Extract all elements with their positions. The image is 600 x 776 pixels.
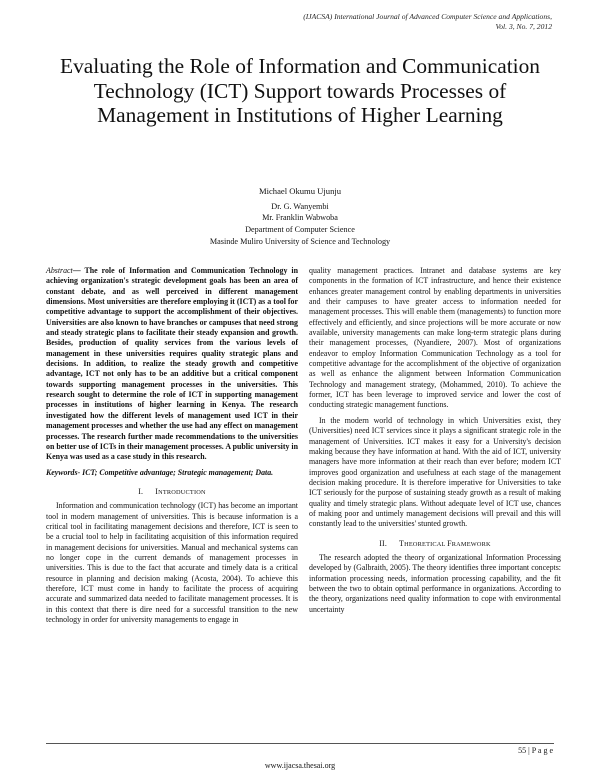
journal-volume: Vol. 3, No. 7, 2012 — [495, 21, 552, 31]
abstract — [46, 266, 298, 463]
paragraph-modern-world: In the modern world of technology in which Universities exist, they (Universities) need ICT services since it plays a significant strategic role in the management of Universities. ICT makes it easy for a University's decision making because they have information at hand. With the aid of ICT, university managers have more information at their reach than ever before; modern ICT improves good organization and usefulness at each stage of the management decision making procedure. It is therefore imperative for Universities to take ICT seriously for the purpose of sustaining steady growth as a result of making quality and timely strategic plans. Without adequate level of ICT use, chances of making poor and untimely management decisions will prevail and this will constantly lead to the universities' stunted growth. — [309, 415, 561, 529]
section-rest-2: RAMEWORK — [451, 540, 491, 548]
footer-divider — [46, 743, 554, 744]
co-author-1: Dr. G. Wanyembi — [271, 201, 329, 211]
section-number: I. — [138, 486, 144, 496]
paper-title: Evaluating the Role of Information and Communication Technology (ICT) Support towards Processes of Management in Institutions of Higher Learning — [60, 54, 540, 128]
theory-paragraph: The research adopted the theory of organizational Information Processing developed by (Galbraith, 2005). The theory identifies three important concepts: information processing needs, information processing capability, and the fit between the two to obtain optimal performance in organizations. According to the theory, organizations need quality information to cope with environmental uncertainty — [309, 552, 561, 614]
university: Masinde Muliro University of Science and Technology — [209, 236, 391, 246]
page-number: 55 | P a g e — [518, 746, 553, 755]
section-heading-theoretical-framework — [309, 539, 561, 550]
footer-url[interactable]: www.ijacsa.thesai.org — [264, 761, 336, 770]
author-block — [100, 186, 500, 248]
abstract-text: — The role of Information and Communication Technology in achieving organization's strategic development goals has been an area of constant debate, and as well perceived in different management dimensions. Most universities are therefore employing it (ICT) as a tool for competitive advantage to support the accomplishment of their objectives. Universities are also known to have branches or campuses that need strong and steady strategic plans to facilitate their steady expansion and growth. Besides, production of quality services from the various levels of management in these universities requires quality strategic plans and decisions. In addition, to realize the steady growth and competitive advantage, ICT not only has to be an additive but a critical component towards supporting management processes in the universities. This research sought to determine the role of ICT in supporting management processes in institutions of higher learning in Kenya. The research investigated how the different levels of management used ICT in their management processes and whether the use had any effect on management processes. The research further made recommendations to the universities on better use of ICTs in their management processes. A public university in Kenya was used as a case study in this research. — [46, 266, 298, 462]
journal-name: (IJACSA) International Journal of Advanced Computer Science and Applications, — [303, 12, 552, 21]
department: Department of Computer Science — [245, 225, 355, 235]
section-first-letter: I — [155, 486, 159, 496]
keywords: Keywords- ICT; Competitive advantage; Strategic management; Data. — [46, 467, 274, 477]
section-second-letter: F — [447, 538, 452, 548]
section-rest: HEORETICAL — [404, 540, 448, 548]
main-author: Michael Okumu Ujunju — [258, 186, 342, 196]
intro-paragraph: Information and communication technology (ICT) has become an important tool in modern management of universities. This is because information is a critical tool in facilitating management decisions and therefore, ICT is seen to be a crucial tool to help in facilitating acquisition of this information required in management decisions for universities. Manual and mechanical systems can no longer cope in the current demands of management processes in universities. This is due to the fact that accurate and timely data is a critical resource in planning and decision making (Acosta, 2004). To achieve this therefore, ICT must come in handy to facilitate the process of acquiring accurate and summarized data needed to facilitate management processes. It is in this context that there is dire need for a successful transition to the new technology in order for university managements to engage in — [46, 501, 298, 624]
journal-header — [303, 12, 552, 31]
section-first-letter: T — [399, 538, 405, 548]
co-author-2: Mr. Franklin Wabwoba — [262, 213, 338, 223]
section-number: II. — [379, 538, 388, 548]
right-column — [309, 266, 561, 615]
paragraph-continued: quality management practices. Intranet and database systems are key components in the formation of ICT infrastructure, and hence their existence enhances greater management control by enabling departments in universities and their campuses to have greater access to information needed for management processes. This will enable them (managements) to function more effectively and efficiently, and since projections will be more accurate or now available, university managements can make long-term strategic plans during their management processes, (Nyandiere, 2007). Most of organizations endeavor to employ Information Communication Technology as a tool for competitive advantage for the accomplishment of the objective of organization as well as enhance the alignment between Information Communication Technology and management strategy, (Mohammed, 2010). To achieve the former, ICT has been leverage to improved service and lower the cost of conducting strategic management functions. — [309, 266, 561, 410]
section-rest: NTRODUCTION — [158, 488, 206, 496]
abstract-label: Abstract — [46, 266, 73, 275]
section-heading-introduction — [46, 487, 298, 498]
left-column — [46, 266, 298, 625]
